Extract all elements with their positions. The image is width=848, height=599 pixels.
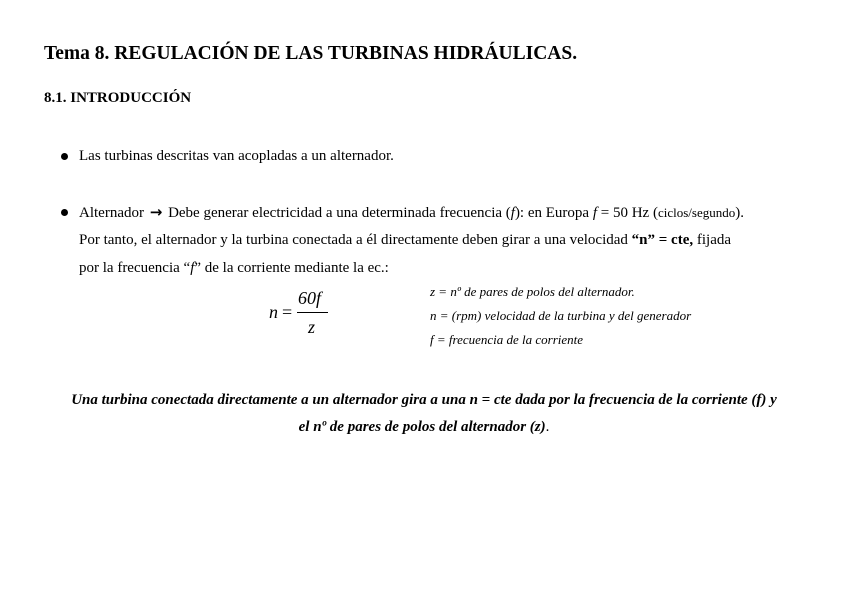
conclusion-period: . xyxy=(545,419,550,435)
bullet-2-line-3 xyxy=(79,259,389,277)
bullet-2-line-2 xyxy=(79,231,731,249)
bullet-2-text: fijada xyxy=(693,232,732,248)
conclusion-text: el nº de pares de polos del alternador (z) xyxy=(298,419,546,435)
bullet-2-text: Alternador xyxy=(79,205,148,221)
frequency-symbol: f xyxy=(190,260,195,276)
legend-item-f: f = frecuencia de la corriente xyxy=(430,332,584,347)
right-arrow-icon: → xyxy=(149,203,163,221)
bullet-2-text: por la frecuencia “ xyxy=(79,260,191,276)
frequency-symbol: f xyxy=(592,205,597,221)
section-heading: 8.1. INTRODUCCIÓN xyxy=(44,90,192,106)
bullet-icon xyxy=(61,153,68,160)
conclusion-line-1: Una turbina conectada directamente a un alternador gira a una n = cte dada por la frecuencia de la corriente (f) y xyxy=(71,392,777,408)
bullet-2-text: Por tanto, el alternador y la turbina conectada a él directamente deben girar a una velocidad xyxy=(79,232,632,248)
equation-lhs: n xyxy=(269,302,278,322)
equation-numerator: 60f xyxy=(298,288,322,308)
bullet-2-text: ): en Europa xyxy=(514,205,593,221)
equation-denominator: z xyxy=(308,317,316,337)
legend-item-z: z = nº de pares de polos del alternador. xyxy=(430,284,635,299)
bullet-icon xyxy=(61,209,68,216)
equation-equals: = xyxy=(282,302,293,322)
unit-note: ciclos/segundo xyxy=(657,205,736,220)
bullet-2-line-1 xyxy=(79,203,744,222)
bullet-2-text: = 50 Hz ( xyxy=(597,205,658,221)
legend-item-n: n = (rpm) velocidad de la turbina y del generador xyxy=(430,308,692,323)
page-title: Tema 8. REGULACIÓN DE LAS TURBINAS HIDRÁULICAS. xyxy=(44,43,578,64)
bullet-2-text: Debe generar electricidad a una determinada frecuencia ( xyxy=(164,205,511,221)
bullet-1-text: Las turbinas descritas van acopladas a un alternador. xyxy=(79,148,394,164)
bullet-2-text: ). xyxy=(735,205,744,221)
bullet-2-text: ” de la corriente mediante la ec.: xyxy=(194,260,389,276)
conclusion-line-2 xyxy=(0,419,848,436)
fraction-bar xyxy=(297,312,328,313)
frequency-symbol: f xyxy=(510,205,515,221)
constant-speed-note: “n” = cte, xyxy=(631,232,694,248)
